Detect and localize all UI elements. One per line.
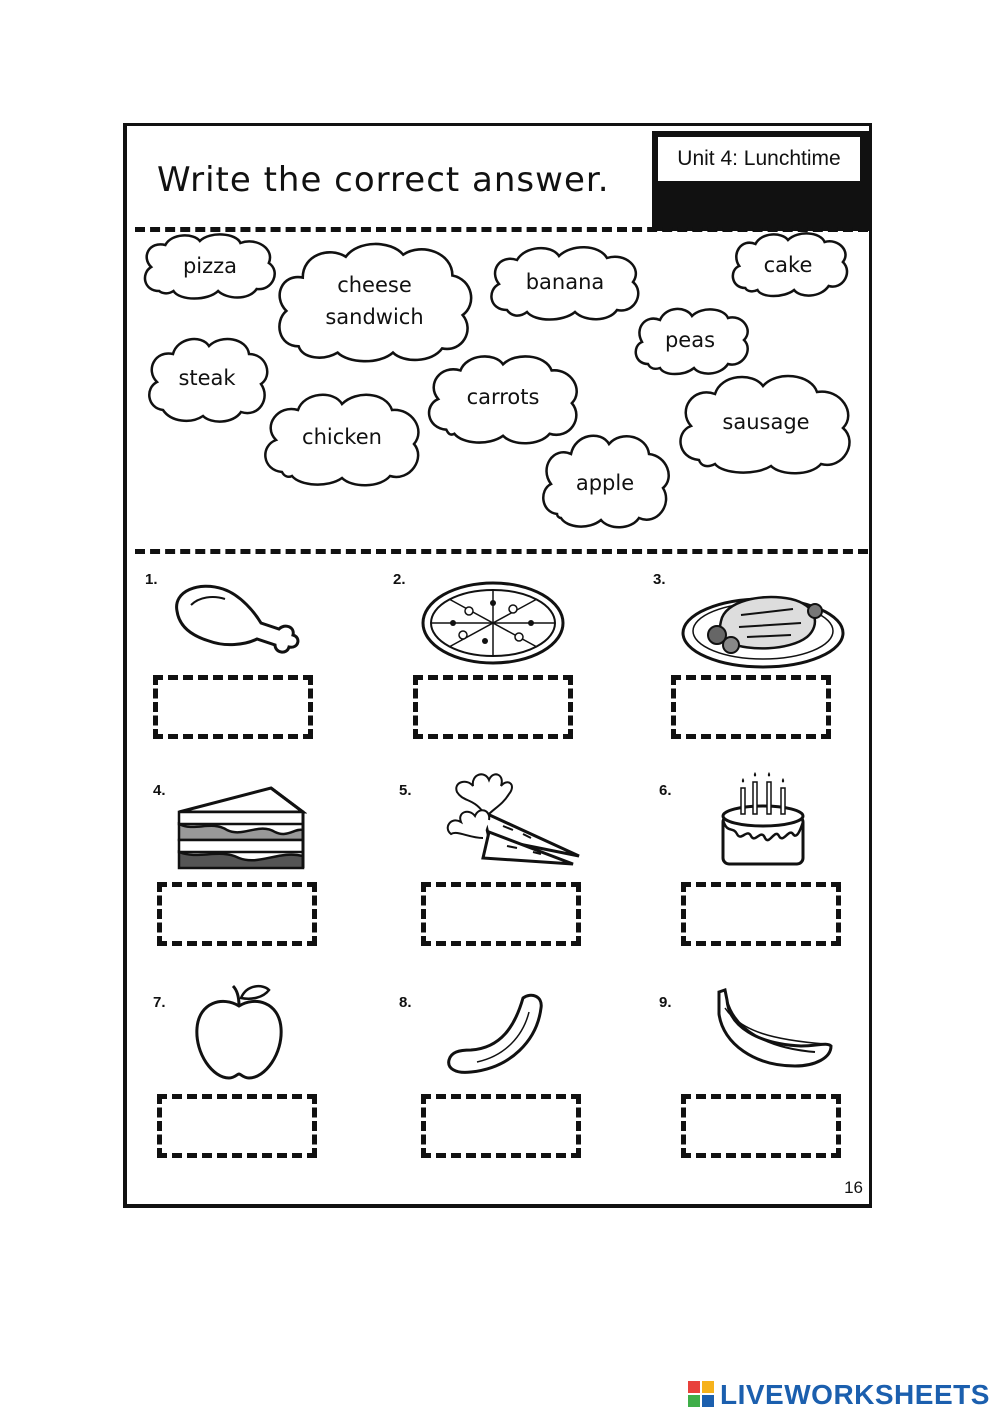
word-peas: peas	[664, 328, 716, 352]
item-number: 2.	[393, 571, 406, 588]
word-cloud	[258, 388, 426, 486]
answer-box[interactable]	[153, 675, 313, 739]
word-carrots: carrots	[466, 385, 540, 409]
word-apple: apple	[575, 471, 635, 495]
page-number: 16	[844, 1178, 863, 1197]
word-cloud	[143, 332, 271, 424]
worksheet	[123, 123, 872, 1208]
exercise-item-5	[399, 782, 629, 982]
word-cloud	[673, 368, 859, 476]
apple-icon	[193, 980, 285, 1082]
item-number: 4.	[153, 782, 166, 799]
sandwich-icon	[175, 782, 307, 872]
word-cloud	[485, 242, 645, 322]
pizza-icon	[419, 579, 567, 667]
item-number: 8.	[399, 994, 412, 1011]
answer-box[interactable]	[681, 1094, 841, 1158]
liveworksheets-brand[interactable]	[688, 1379, 990, 1411]
item-number: 5.	[399, 782, 412, 799]
banana-icon	[705, 986, 835, 1070]
word-chicken: chicken	[302, 425, 382, 449]
unit-header	[652, 131, 870, 231]
exercise-item-2	[393, 571, 623, 771]
word-cloud	[727, 230, 849, 300]
word-pizza: pizza	[182, 254, 238, 278]
exercise-item-8	[399, 994, 629, 1194]
exercise-item-3	[653, 571, 883, 771]
answer-box[interactable]	[671, 675, 831, 739]
item-number: 6.	[659, 782, 672, 799]
item-number: 3.	[653, 571, 666, 588]
liveworksheets-logo-icon	[688, 1381, 716, 1409]
sausage-icon	[441, 990, 551, 1078]
answer-box[interactable]	[157, 1094, 317, 1158]
item-number: 1.	[145, 571, 158, 588]
brand-name: LIVEWORKSHEETS	[720, 1379, 990, 1410]
item-number: 9.	[659, 994, 672, 1011]
word-cloud	[537, 426, 673, 530]
word-cloud	[139, 231, 281, 301]
worksheet-title: Write the correct answer.	[157, 160, 610, 200]
middle-divider	[135, 549, 868, 554]
answer-box[interactable]	[157, 882, 317, 946]
word-cloud	[630, 304, 750, 376]
exercise-item-1	[145, 571, 375, 771]
answer-box[interactable]	[421, 882, 581, 946]
steak-plate-icon	[681, 581, 847, 673]
birthday-cake-icon	[717, 772, 809, 870]
carrots-icon	[443, 768, 583, 868]
exercise-item-7	[153, 994, 383, 1194]
answer-box[interactable]	[681, 882, 841, 946]
word-cloud	[272, 238, 477, 363]
word-banana: banana	[525, 270, 605, 294]
chicken-leg-icon	[169, 583, 301, 663]
word-cheese-sandwich: cheese sandwich	[325, 272, 424, 329]
unit-label: Unit 4: Lunchtime	[658, 137, 860, 181]
exercise-item-6	[659, 782, 889, 982]
exercise-item-4	[153, 782, 383, 982]
answer-box[interactable]	[413, 675, 573, 739]
exercise-item-9	[659, 994, 889, 1194]
word-sausage: sausage	[722, 410, 810, 434]
item-number: 7.	[153, 994, 166, 1011]
answer-box[interactable]	[421, 1094, 581, 1158]
word-cake: cake	[763, 253, 813, 277]
word-steak: steak	[178, 366, 236, 390]
